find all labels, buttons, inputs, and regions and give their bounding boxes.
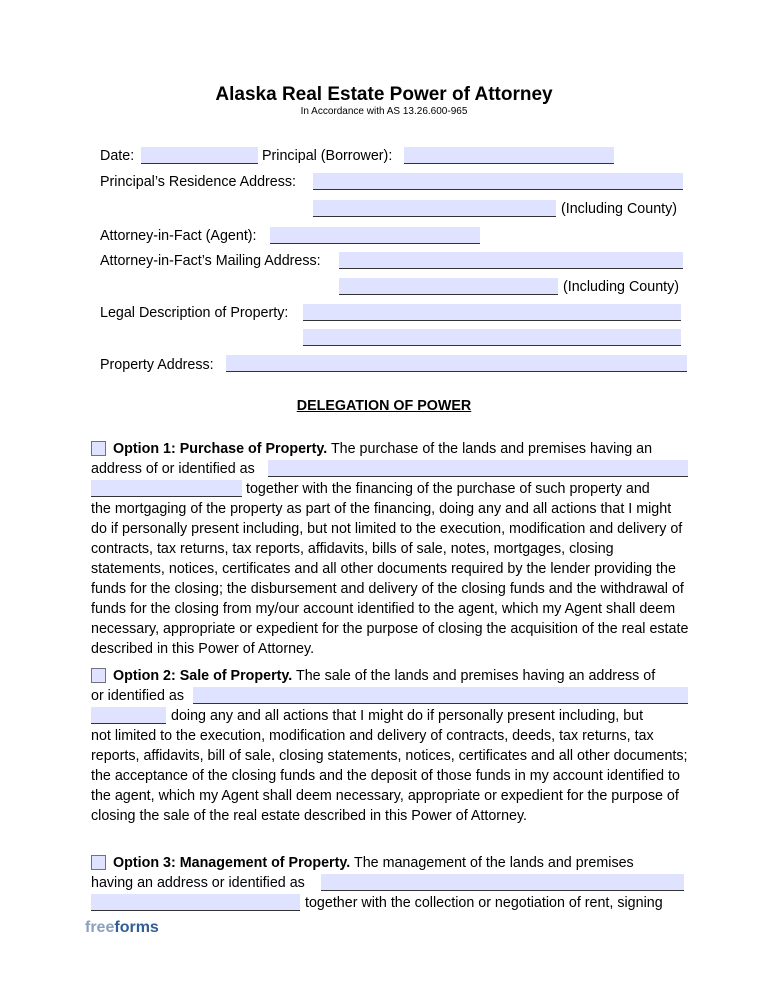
brand-forms: forms [114,919,159,936]
option-1-title: Option 1: Purchase of Property. [113,441,328,457]
including-county-note: (Including County) [563,279,680,295]
legal-description-label: Legal Description of Property: [100,305,289,321]
section-heading: DELEGATION OF POWER [296,398,472,414]
option-1-text: The purchase of the lands and premises having an [327,441,653,457]
option-3-checkbox[interactable] [91,855,106,870]
option-2-text: The sale of the lands and premises having an address of [292,668,656,684]
principal-label: Principal (Borrower): [262,148,393,164]
legal-description-field-2[interactable] [303,329,681,346]
option-2-address-field-2[interactable] [91,707,166,724]
date-label: Date: [100,148,135,164]
principal-field[interactable] [404,147,614,164]
agent-mailing-field-2[interactable] [339,278,558,295]
option-3-address-field-2[interactable] [91,894,300,911]
option-1-line-3-text: together with the financing of the purchase of such property and [246,481,650,497]
residence-address-field-2[interactable] [313,200,556,217]
agent-label: Attorney-in-Fact (Agent): [100,228,257,244]
agent-mailing-label: Attorney-in-Fact’s Mailing Address: [100,253,321,269]
option-1-line-2-label: address of or identified as [91,461,255,477]
option-2-line-3-text: doing any and all actions that I might do if personally present including, but [171,708,644,724]
option-3-text: The management of the lands and premises [350,855,634,871]
option-3-line-1 [113,853,634,873]
freeforms-logo [85,919,159,937]
document-title: Alaska Real Estate Power of Attorney [215,84,553,105]
option-2-checkbox[interactable] [91,668,106,683]
option-3-line-2-label: having an address or identified as [91,875,305,891]
option-2-title: Option 2: Sale of Property. [113,668,293,684]
agent-field[interactable] [270,227,480,244]
option-2-address-field-1[interactable] [193,687,688,704]
option-2-line-1 [113,666,655,686]
option-3-title: Option 3: Management of Property. [113,855,351,871]
option-1-address-field-1[interactable] [268,460,688,477]
option-1-checkbox[interactable] [91,441,106,456]
option-1-body: the mortgaging of the property as part of the financing, doing any and all actions that I might do if personally present including, but not limited to the execution, modification and delivery of contracts, tax returns, tax reports, affidavits, bills of sale, notes, mortgages, closing statements, notices, certificates and all other documents required by the lender providing the funds for the closing; the disbursement and delivery of the closing funds and the withdrawal of funds for the closing from my/our account identified to the agent, which my Agent shall deem necessary, appropriate or expedient for the purpose of closing the acquisition of the real estate described in this Power of Attorney. [91,501,689,657]
legal-description-field-1[interactable] [303,304,681,321]
option-2-body: not limited to the execution, modification and delivery of contracts, deeds, tax returns, tax reports, affidavits, bill of sale, closing statements, notices, certificates and all other documents; the acceptance of the closing funds and the deposit of those funds in my account identified to the agent, which my Agent shall deem necessary, appropriate or expedient for the purpose of closing the sale of the real estate described in this Power of Attorney. [91,728,688,824]
property-address-label: Property Address: [100,357,214,373]
property-address-field[interactable] [226,355,687,372]
brand-free: free [85,919,115,936]
residence-address-field-1[interactable] [313,173,683,190]
option-1-line-1 [113,439,652,459]
option-3-line-3-text: together with the collection or negotiation of rent, signing [305,895,663,911]
document-subtitle: In Accordance with AS 13.26.600-965 [300,106,468,117]
option-2-line-2-label: or identified as [91,688,184,704]
date-field[interactable] [141,147,258,164]
including-county-note: (Including County) [561,201,678,217]
residence-label: Principal’s Residence Address: [100,174,297,190]
option-3-address-field-1[interactable] [321,874,684,891]
agent-mailing-field-1[interactable] [339,252,683,269]
option-1-address-field-2[interactable] [91,480,242,497]
